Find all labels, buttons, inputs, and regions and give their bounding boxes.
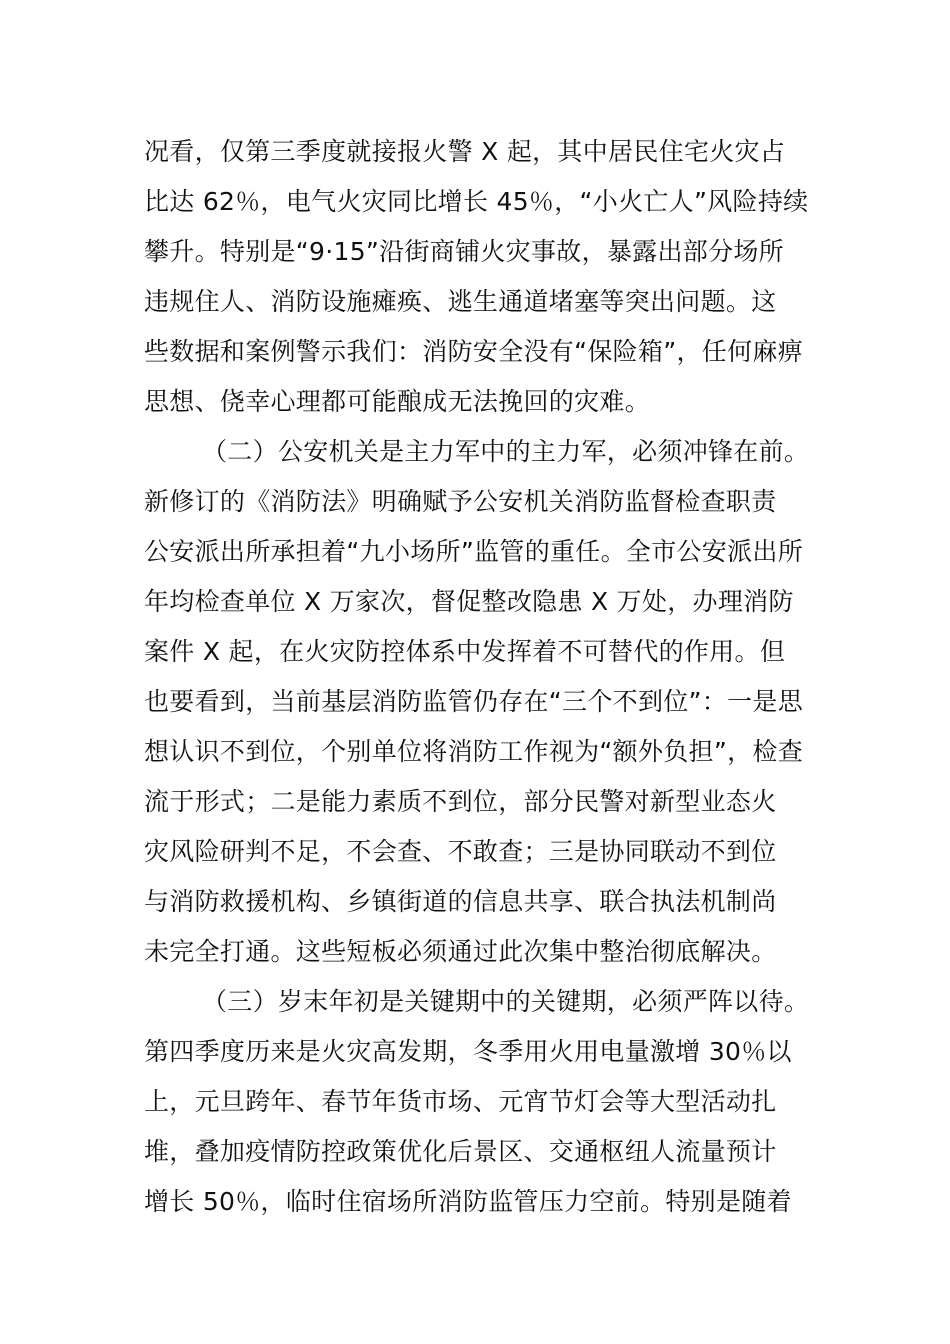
text-line: 增长 50％，临时住宿场所消防监管压力空前。特别是随着 <box>144 1187 792 1216</box>
text-line: 攀升。特别是“9·15”沿街商铺火灾事故，暴露出部分场所 <box>144 237 784 266</box>
text-line: 第四季度历来是火灾高发期，冬季用火用电量激增 30％以 <box>144 1037 792 1066</box>
text-line: 与消防救援机构、乡镇街道的信息共享、联合执法机制尚 <box>144 887 777 916</box>
text-line: 案件 X 起，在火灾防控体系中发挥着不可替代的作用。但 <box>144 637 786 666</box>
text-line: 公安派出所承担着“九小场所”监管的重任。全市公安派出所 <box>144 537 804 566</box>
text-line: 新修订的《消防法》明确赋予公安机关消防监督检查职责 <box>144 487 777 516</box>
document-body <box>144 127 814 1227</box>
text-line: 未完全打通。这些短板必须通过此次集中整治彻底解决。 <box>144 937 777 966</box>
text-line: 也要看到，当前基层消防监管仍存在“三个不到位”：一是思 <box>144 687 804 716</box>
text-line: 思想、侥幸心理都可能酿成无法挽回的灾难。 <box>144 387 651 416</box>
text-line: 堆，叠加疫情防控政策优化后景区、交通枢纽人流量预计 <box>144 1137 777 1166</box>
text-line: 违规住人、消防设施瘫痪、逃生通道堵塞等突出问题。这 <box>144 287 777 316</box>
text-line: 比达 62％，电气火灾同比增长 45％，“小火亡人”风险持续 <box>144 187 809 216</box>
text-line: 年均检查单位 X 万家次，督促整改隐患 X 万处，办理消防 <box>144 587 794 616</box>
text-line: 些数据和案例警示我们：消防安全没有“保险箱”，任何麻痹 <box>144 337 804 366</box>
section-heading-3: （三）岁末年初是关键期中的关键期，必须严阵以待。 <box>202 987 810 1016</box>
section-heading-2: （二）公安机关是主力军中的主力军，必须冲锋在前。 <box>202 437 810 466</box>
text-line: 流于形式；二是能力素质不到位，部分民警对新型业态火 <box>144 787 777 816</box>
text-line: 上，元旦跨年、春节年货市场、元宵节灯会等大型活动扎 <box>144 1087 777 1116</box>
text-line: 想认识不到位，个别单位将消防工作视为“额外负担”，检查 <box>144 737 804 766</box>
text-line: 灾风险研判不足，不会查、不敢查；三是协同联动不到位 <box>144 837 777 866</box>
text-line: 况看，仅第三季度就接报火警 X 起，其中居民住宅火灾占 <box>144 137 786 166</box>
